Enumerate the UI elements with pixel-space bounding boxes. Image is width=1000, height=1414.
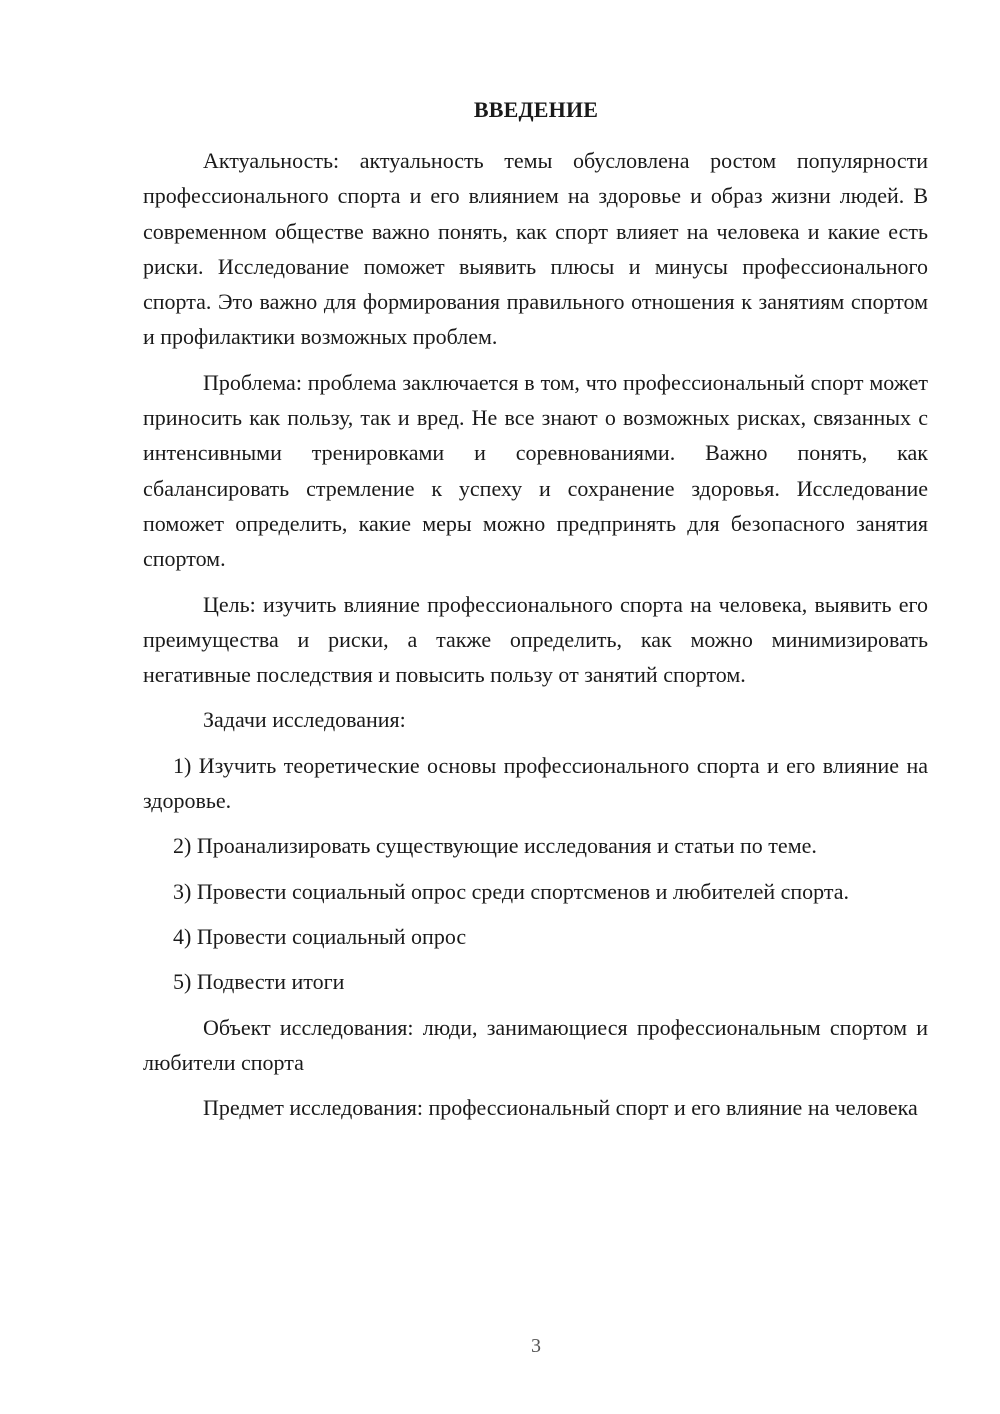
document-body xyxy=(143,143,928,1135)
task-item-3: 3) Провести социальный опрос среди спортсменов и любителей спорта. xyxy=(173,878,850,904)
page-number: 3 xyxy=(531,1335,541,1357)
paragraph-tasks-heading: Задачи исследования: xyxy=(203,707,406,733)
paragraph-problem: Проблема: проблема заключается в том, что профессиональный спорт может приносить как пользу, так и вред. Не все знают о возможных рисках, связанных с интенсивными тренировками и соревнованиями. Важно понять, как сбалансировать стремление к успеху и сохранение здоровья. Исследование поможет определить, какие меры можно предпринять для безопасного занятия спортом. xyxy=(143,369,928,572)
task-item-5: 5) Подвести итоги xyxy=(173,969,345,995)
section-title: ВВЕДЕНИЕ xyxy=(473,97,599,122)
task-item-1: 1) Изучить теоретические основы профессионального спорта и его влияние на здоровье. xyxy=(143,752,928,814)
task-item-2: 2) Проанализировать существующие исследования и статьи по теме. xyxy=(173,833,817,859)
paragraph-relevance: Актуальность: актуальность темы обусловлена ростом популярности профессионального спорта и его влиянием на здоровье и образ жизни людей. В современном обществе важно понять, как спорт влияет на человека и какие есть риски. Исследование поможет выявить плюсы и минусы профессионального спорта. Это важно для формирования правильного отношения к занятиям спортом и профилактики возможных проблем. xyxy=(143,148,928,350)
paragraph-subject: Предмет исследования: профессиональный спорт и его влияние на человека xyxy=(203,1095,918,1121)
paragraph-object: Объект исследования: люди, занимающиеся профессиональным спортом и любители спорта xyxy=(143,1014,928,1075)
paragraph-goal: Цель: изучить влияние профессионального спорта на человека, выявить его преимущества и риски, а также определить, как можно минимизировать негативные последствия и повысить пользу от занятий спортом. xyxy=(143,591,928,688)
task-item-4: 4) Провести социальный опрос xyxy=(173,923,467,949)
